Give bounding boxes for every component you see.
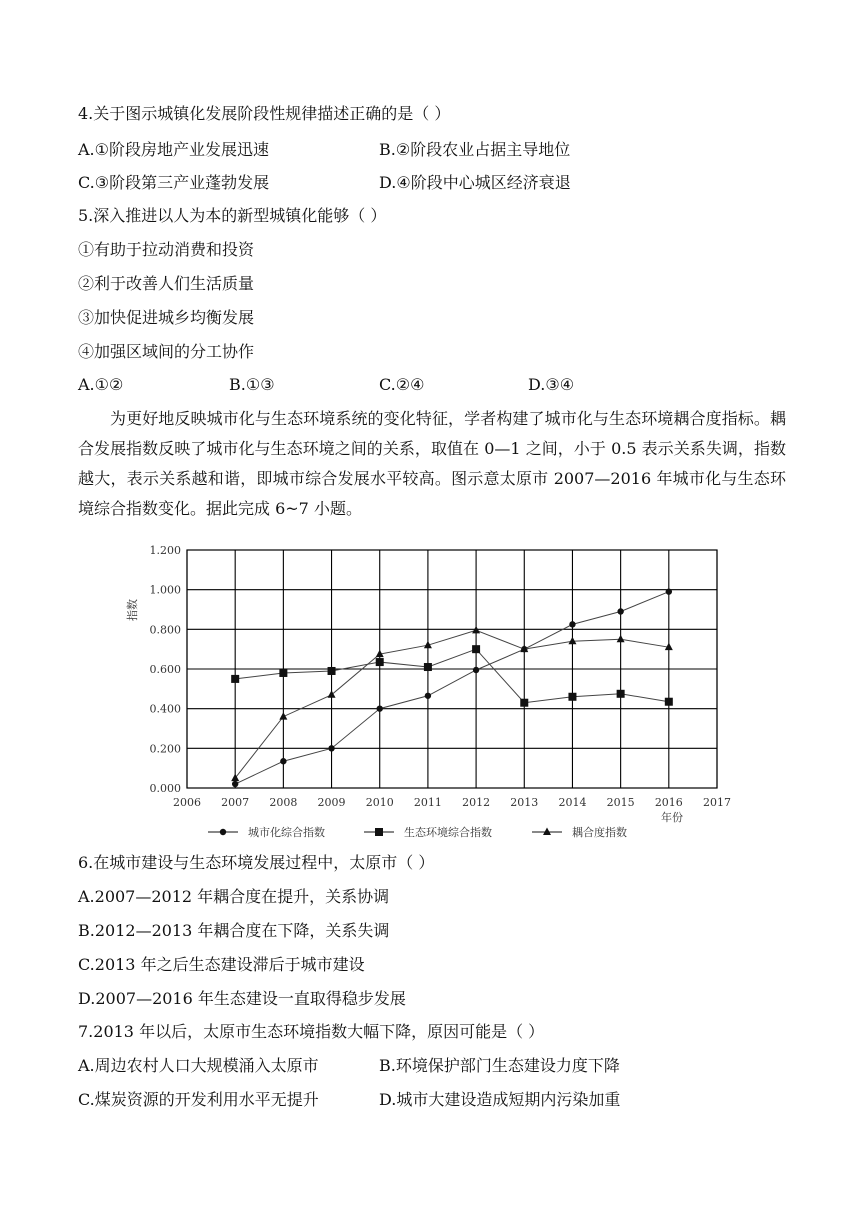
data-point: [377, 705, 383, 711]
y-tick-label: 0.600: [149, 663, 181, 676]
line-chart: [120, 538, 740, 848]
data-point: [666, 588, 672, 594]
y-tick-label: 1.000: [149, 583, 181, 597]
x-tick-label: 2011: [413, 796, 442, 809]
x-axis-label: 年份: [661, 811, 683, 824]
data-point: [280, 758, 286, 764]
q5-stem: 5.深入推进以人为本的新型城镇化能够（ ）: [78, 206, 387, 225]
x-tick-label: 2012: [462, 796, 491, 809]
data-point: [232, 781, 238, 787]
data-point: [617, 608, 623, 614]
q7-stem: 7.2013 年以后，太原市生态环境指数大幅下降，原因可能是（ ）: [78, 1022, 545, 1041]
q7-option-a: A.周边农村人口大规模涌入太原市: [78, 1056, 319, 1075]
series-line-3: [235, 630, 669, 778]
data-point: [617, 635, 625, 643]
data-point: [617, 690, 625, 698]
passage-text: 为更好地反映城市化与生态环境系统的变化特征，学者构建了城市化与生态环境耦合度指标。耦合发展指数反映了城市化与生态环境之间的关系，取值在 0—1 之间，小于 0.5 表示关系失调，指数越大，表示关系越和谐，即城市综合发展水平较高。图示意太原市 2007—2016 年城市化与生态环境综合指数变化。据此完成 6~7 小题。: [78, 409, 786, 518]
y-tick-label: 0.200: [149, 742, 181, 756]
x-tick-label: 2014: [558, 796, 587, 809]
q6-option-a: A.2007—2012 年耦合度在提升，关系协调: [78, 887, 390, 906]
x-tick-label: 2008: [269, 796, 298, 809]
chart-grid: [187, 550, 717, 788]
q5-option-c: C.②④: [379, 375, 425, 394]
x-tick-label: 2016: [654, 796, 683, 809]
q5-statement-3: ③加快促进城乡均衡发展: [78, 308, 255, 327]
legend-label: 城市化综合指数: [248, 826, 325, 839]
q4-option-a: A.①阶段房地产业发展迅速: [78, 140, 269, 159]
data-point: [279, 669, 287, 677]
chart-series: [231, 588, 673, 787]
data-point: [328, 690, 336, 698]
data-point: [520, 699, 528, 707]
data-point: [568, 637, 576, 645]
legend-marker: [375, 828, 383, 836]
x-tick-label: 2015: [606, 796, 635, 809]
data-point: [568, 693, 576, 701]
data-point: [424, 663, 432, 671]
x-tick-label: 2007: [221, 796, 250, 809]
q5-option-b: B.①③: [229, 375, 275, 394]
q5-statement-4: ④加强区域间的分工协作: [78, 342, 255, 361]
x-tick-label: 2013: [510, 796, 539, 809]
q7-option-c: C.煤炭资源的开发利用水平无提升: [78, 1090, 319, 1109]
q6-option-d: D.2007—2016 年生态建设一直取得稳步发展: [78, 989, 406, 1008]
q6-option-b: B.2012—2013 年耦合度在下降，关系失调: [78, 921, 390, 940]
y-tick-label: 0.800: [149, 623, 181, 637]
legend-label: 耦合度指数: [572, 826, 627, 839]
data-point: [328, 667, 336, 675]
q6-option-c: C.2013 年之后生态建设滞后于城市建设: [78, 955, 365, 974]
x-tick-label: 2017: [703, 796, 731, 809]
q5-statement-1: ①有助于拉动消费和投资: [78, 240, 255, 259]
y-axis-label: 指数: [126, 599, 139, 621]
q4-option-c: C.③阶段第三产业蓬勃发展: [78, 173, 270, 192]
q5-option-a: A.①②: [78, 375, 124, 394]
x-tick-label: 2006: [173, 796, 201, 809]
data-point: [231, 675, 239, 683]
legend-label: 生态环境综合指数: [404, 826, 492, 839]
q5-option-d: D.③④: [528, 375, 575, 394]
series-line-1: [235, 592, 669, 784]
series-line-2: [235, 649, 669, 703]
q6-stem: 6.在城市建设与生态环境发展过程中，太原市（ ）: [78, 853, 435, 872]
x-tick-label: 2009: [317, 796, 346, 809]
chart-legend: [208, 825, 627, 839]
q4-option-b: B.②阶段农业占据主导地位: [379, 140, 571, 159]
legend-marker: [220, 829, 226, 835]
data-point: [569, 621, 575, 627]
y-tick-label: 0.400: [149, 702, 181, 716]
data-point: [473, 667, 479, 673]
data-point: [472, 645, 480, 653]
y-tick-label: 1.200: [149, 544, 181, 557]
x-tick-label: 2010: [365, 796, 394, 809]
q4-option-d: D.④阶段中心城区经济衰退: [379, 173, 571, 192]
data-point: [425, 693, 431, 699]
data-point: [376, 658, 384, 666]
data-point: [665, 698, 673, 706]
q5-statement-2: ②利于改善人们生活质量: [78, 274, 255, 293]
q7-option-d: D.城市大建设造成短期内污染加重: [379, 1090, 621, 1109]
data-point: [328, 745, 334, 751]
legend-marker: [543, 828, 551, 836]
q7-option-b: B.环境保护部门生态建设力度下降: [379, 1056, 620, 1075]
q4-stem: 4.关于图示城镇化发展阶段性规律描述正确的是（ ）: [78, 104, 451, 123]
y-tick-label: 0.000: [149, 782, 181, 795]
